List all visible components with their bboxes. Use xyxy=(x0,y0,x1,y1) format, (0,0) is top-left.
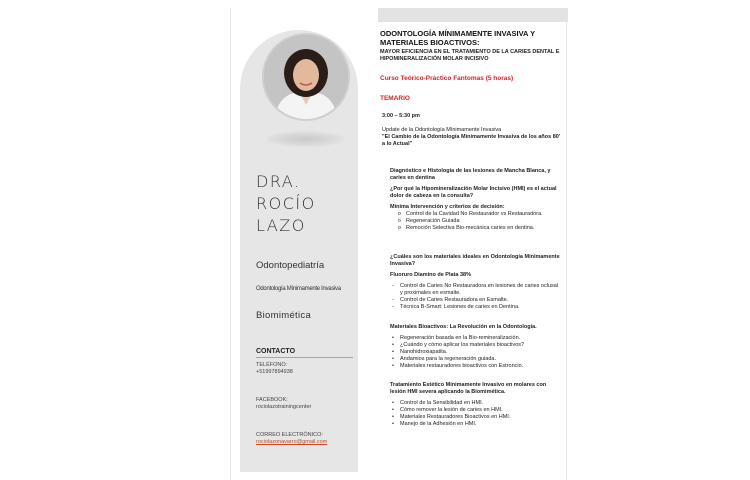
section-4-title: Tratamiento Estético Mínimamente Invasivo en molares con lesión HMI severa aplicando la Biomimética. xyxy=(390,382,547,395)
contact-divider xyxy=(256,357,353,358)
doctor-name xyxy=(256,171,356,237)
section-materiales xyxy=(390,254,562,311)
header-band xyxy=(378,8,568,22)
profile-photo xyxy=(262,33,350,121)
list-item: • Nanohidroxiapatita. xyxy=(390,349,562,356)
section-bioactivos xyxy=(390,324,562,370)
list-item: o Remoción Selectiva Bio-mecánica caries en dentina. xyxy=(396,225,562,232)
list-item: o Control de la Cavidad No Restaurador vs Restauradora. xyxy=(396,211,562,218)
section-diagnostico xyxy=(390,168,562,232)
section-1-question: ¿Por qué la Hipomineralización Molar Incisivo (HMI) es el actual dolor de cabeza en la consulta? xyxy=(390,186,557,199)
list-item: • ¿Cuándo y cómo aplicar los materiales bioactivos? xyxy=(390,342,562,349)
list-item: • Manejo de la Adhesión en HMI. xyxy=(390,421,562,428)
list-item: • Materiales restauradores bioactivos con Estroncio. xyxy=(390,363,562,370)
name-line-3: LAZO xyxy=(256,216,306,235)
section-4-list xyxy=(390,400,562,428)
list-item: - Técnica B-Smart: Lesiones de caries en Dentina. xyxy=(390,304,562,311)
name-line-2: ROCÍO xyxy=(256,194,316,213)
list-item: - Control de Caries Restauradora en Esmalte. xyxy=(390,297,562,304)
temario-heading: TEMARIO xyxy=(380,95,410,102)
section-2-title: ¿Cuáles son los materiales ideales en Odontología Mínimamente Invasiva? xyxy=(390,254,560,267)
schedule-time: 3:00 – 5:30 pm xyxy=(382,113,420,119)
facebook-label: FACEBOOK: xyxy=(256,397,288,403)
section-2-subtitle: Fluoruro Diamino de Plata 38% xyxy=(390,272,471,278)
section-1-subtitle: Mínima Intervención y criterios de decisión: xyxy=(390,204,505,210)
list-item: o Regeneración Guiada xyxy=(396,218,562,225)
section-1-list xyxy=(396,211,562,232)
list-item: - Control de Caries No Restauradora en lesiones de caries oclusal y proximales en esmalte. xyxy=(390,283,562,297)
photo-shadow xyxy=(265,131,345,147)
update-title: Update de la Odontología Mínimamente Invasiva xyxy=(382,127,502,133)
update-quote: "El Cambio de la Odontología Mínimamente Invasiva de los años 80' a lo Actual" xyxy=(382,134,561,147)
page-border-left xyxy=(230,8,231,480)
update-section xyxy=(382,127,562,148)
list-item: • Andamios para la regeneración guiada. xyxy=(390,356,562,363)
phone-value: +51997894938 xyxy=(256,369,293,375)
list-item: • Regeneración basada en la Bio-remineralización. xyxy=(390,335,562,342)
section-2-list xyxy=(390,283,562,311)
document-subtitle: MAYOR EFICIENCIA EN EL TRATAMIENTO DE LA CARIES DENTAL E HIPOMINERALIZACIÓN MOLAR INCISIVO xyxy=(380,49,560,62)
specialty-minimal-invasive: Odontología Mínimamente Invasiva xyxy=(256,286,341,292)
specialty-biomimetica: Biomimética xyxy=(256,310,312,321)
list-item: • Control de la Sensibilidad en HMI. xyxy=(390,400,562,407)
name-line-1: DRA. xyxy=(256,172,301,191)
list-item: • Cómo remover la lesión de caries en HMI. xyxy=(390,407,562,414)
phone-label: TELÉFONO: xyxy=(256,362,288,368)
page-border-right xyxy=(566,8,567,480)
list-item: • Materiales Restauradores Bioactivos en HMI. xyxy=(390,414,562,421)
email-label: CORREO ELECTRÓNICO: xyxy=(256,432,323,438)
email-link[interactable]: rociolazonavarro@gmail.com xyxy=(256,439,328,445)
document-title: ODONTOLOGÍA MÍNIMAMENTE INVASIVA Y MATERIALES BIOACTIVOS: xyxy=(380,29,536,47)
course-label: Curso Teórico-Práctico Fantomas (5 horas) xyxy=(380,75,514,82)
section-1-title: Diagnóstico e Histología de las lesiones de Mancha Blanca, y caries en dentina xyxy=(390,168,551,181)
section-3-title: Materiales Bioactivos: La Revolución en la Odontología. xyxy=(390,324,537,330)
section-estetico xyxy=(390,382,562,428)
facebook-value: rociolazotrainingcenter xyxy=(256,404,312,410)
contact-heading: CONTACTO xyxy=(256,348,296,355)
specialty-odontopediatria: Odontopediatría xyxy=(256,260,325,271)
section-3-list xyxy=(390,335,562,370)
